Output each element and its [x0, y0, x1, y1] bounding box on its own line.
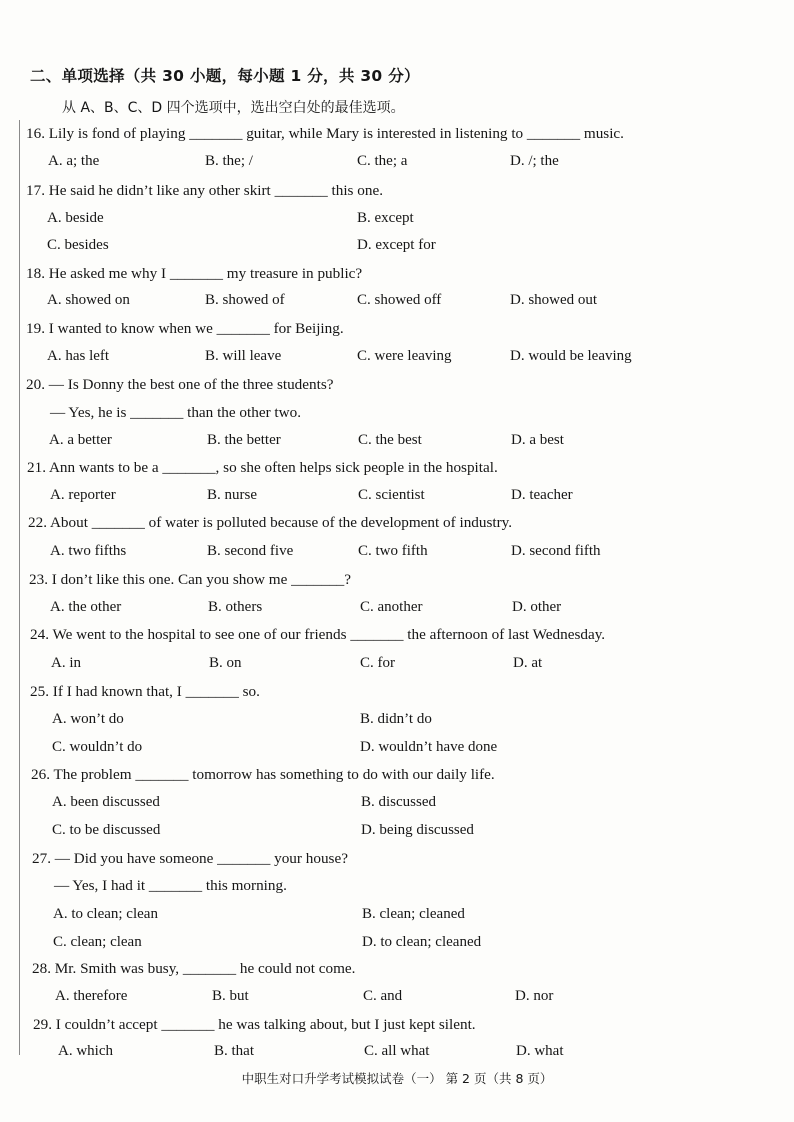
answer-option: B. didn’t do [360, 711, 432, 727]
answer-option: B. second five [207, 543, 294, 559]
question-stem: 17. He said he didn’t like any other skirt _______ this one. [26, 182, 383, 199]
answer-option: C. showed off [357, 292, 442, 308]
answer-option: B. the better [207, 432, 281, 448]
answer-option: D. nor [515, 988, 554, 1004]
answer-option: A. which [58, 1043, 113, 1059]
answer-option: B. that [214, 1043, 254, 1059]
answer-option: B. discussed [361, 794, 436, 810]
question-stem: 20. — Is Donny the best one of the three students? [26, 376, 334, 393]
section-instruction: 从 A、B、C、D 四个选项中，选出空白处的最佳选项。 [62, 100, 405, 116]
question-stem: 29. I couldn’t accept _______ he was talking about, but I just kept silent. [33, 1016, 476, 1033]
question-stem: 28. Mr. Smith was busy, _______ he could not come. [32, 960, 356, 977]
question-stem: — Yes, I had it _______ this morning. [54, 877, 287, 894]
answer-option: A. reporter [50, 487, 116, 503]
binding-margin-line [19, 120, 20, 1055]
answer-option: B. will leave [205, 348, 282, 364]
answer-option: D. wouldn’t have done [360, 739, 498, 755]
answer-option: D. what [516, 1043, 564, 1059]
question-stem: 22. About _______ of water is polluted because of the development of industry. [28, 514, 513, 531]
question-stem: 23. I don’t like this one. Can you show me _______? [29, 571, 351, 588]
question-stem: 26. The problem _______ tomorrow has something to do with our daily life. [31, 766, 495, 783]
answer-option: B. but [212, 988, 249, 1004]
answer-option: D. would be leaving [510, 348, 632, 364]
answer-option: C. another [360, 599, 423, 615]
answer-option: B. the; / [205, 153, 253, 169]
question-stem: 25. If I had known that, I _______ so. [30, 683, 260, 700]
question-stem: 24. We went to the hospital to see one of our friends _______ the afternoon of last Wednesday. [30, 626, 606, 643]
answer-option: A. a; the [48, 153, 100, 169]
answer-option: B. except [357, 210, 414, 226]
question-stem: — Yes, he is _______ than the other two. [50, 404, 301, 421]
answer-option: C. wouldn’t do [52, 739, 143, 755]
answer-option: A. the other [50, 599, 122, 615]
answer-option: D. except for [357, 237, 436, 253]
page-footer: 中职生对口升学考试模拟试卷（一） 第 2 页（共 8 页） [241, 1071, 553, 1086]
answer-option: A. has left [47, 348, 110, 364]
answer-option: B. on [209, 655, 242, 671]
answer-option: D. second fifth [511, 543, 601, 559]
answer-option: D. /; the [510, 153, 559, 169]
answer-option: D. teacher [511, 487, 573, 503]
answer-option: C. all what [364, 1043, 430, 1059]
answer-option: C. the best [358, 432, 422, 448]
question-stem: 18. He asked me why I _______ my treasure in public? [26, 265, 363, 282]
answer-option: C. clean; clean [53, 934, 142, 950]
answer-option: B. showed of [205, 292, 285, 308]
answer-option: C. and [363, 988, 403, 1004]
answer-option: A. to clean; clean [53, 906, 158, 922]
answer-option: C. to be discussed [52, 822, 161, 838]
answer-option: D. other [512, 599, 562, 615]
answer-option: A. been discussed [52, 794, 160, 810]
answer-option: C. besides [47, 237, 109, 253]
answer-option: D. showed out [510, 292, 598, 308]
answer-option: C. were leaving [357, 348, 452, 364]
question-stem: 19. I wanted to know when we _______ for Beijing. [26, 320, 344, 337]
answer-option: A. beside [47, 210, 104, 226]
answer-option: B. clean; cleaned [362, 906, 465, 922]
answer-option: C. two fifth [358, 543, 428, 559]
answer-option: D. being discussed [361, 822, 474, 838]
question-stem: 16. Lily is fond of playing _______ guitar, while Mary is interested in listening to _______ music. [26, 125, 624, 142]
answer-option: A. therefore [55, 988, 128, 1004]
answer-option: A. a better [49, 432, 112, 448]
answer-option: D. a best [511, 432, 564, 448]
question-stem: 27. — Did you have someone _______ your house? [32, 850, 348, 867]
question-stem: 21. Ann wants to be a _______, so she often helps sick people in the hospital. [27, 459, 498, 476]
answer-option: A. in [51, 655, 81, 671]
answer-option: C. scientist [358, 487, 425, 503]
answer-option: A. showed on [47, 292, 130, 308]
answer-option: B. nurse [207, 487, 257, 503]
answer-option: A. two fifths [50, 543, 127, 559]
answer-option: D. at [513, 655, 543, 671]
answer-option: A. won’t do [52, 711, 124, 727]
answer-option: B. others [208, 599, 263, 615]
answer-option: C. the; a [357, 153, 408, 169]
section-title: 二、单项选择（共 30 小题，每小题 1 分，共 30 分） [30, 67, 420, 85]
answer-option: C. for [360, 655, 395, 671]
answer-option: D. to clean; cleaned [362, 934, 482, 950]
